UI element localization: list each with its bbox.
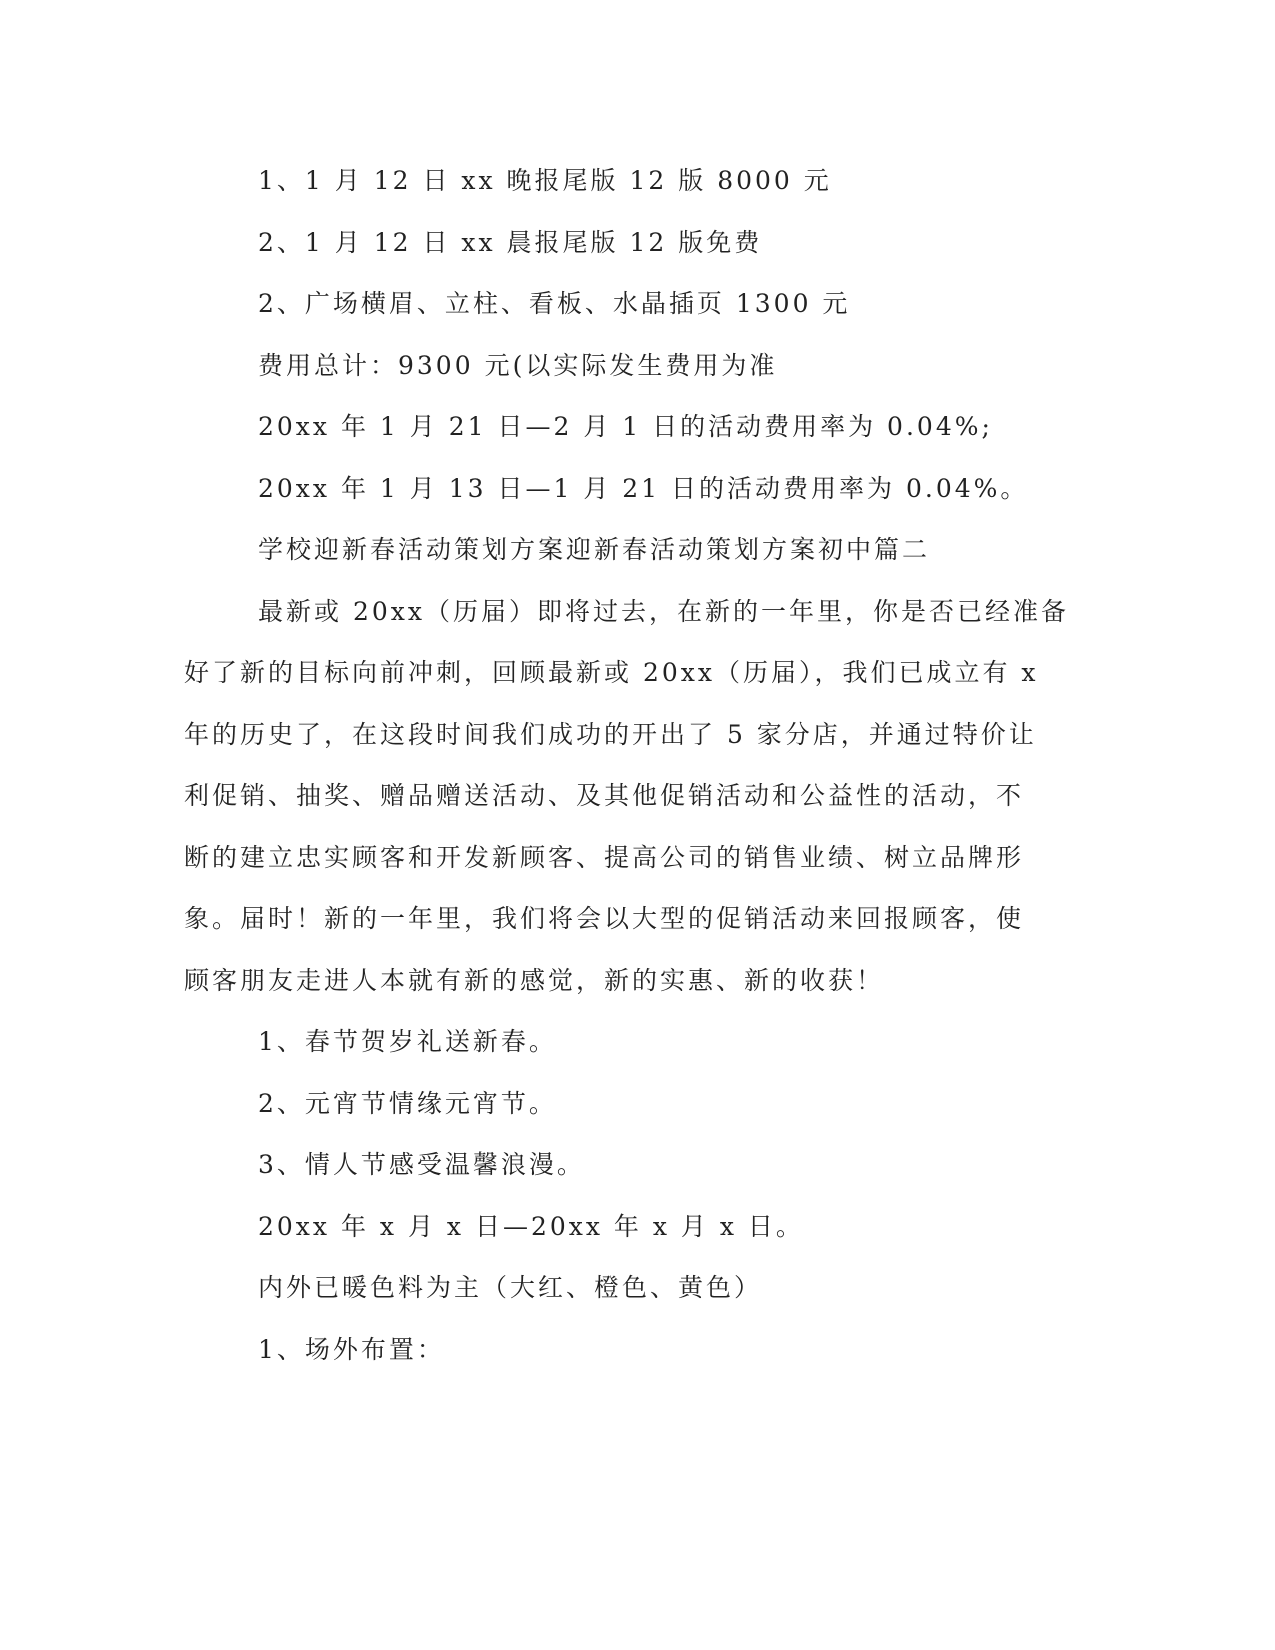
cost-rate-period-1: 20xx 年 1 月 21 日—2 月 1 日的活动费用率为 0.04%;: [258, 412, 993, 441]
paragraph-line: 年的历史了，在这段时间我们成功的开出了 5 家分店，并通过特价让: [184, 719, 1037, 749]
theme-item-valentines-day: 3、情人节感受温馨浪漫。: [258, 1150, 585, 1179]
paragraph-line: 顾客朋友走进人本就有新的感觉，新的实惠、新的收获！: [184, 965, 885, 995]
cost-item-morning-paper: 2、1 月 12 日 xx 晨报尾版 12 版免费: [258, 227, 763, 257]
cost-item-plaza-ads: 2、广场横眉、立柱、看板、水晶插页 1300 元: [258, 289, 851, 318]
theme-item-spring-festival: 1、春节贺岁礼送新春。: [258, 1027, 557, 1056]
paragraph-line: 断的建立忠实顾客和开发新顾客、提高公司的销售业绩、树立品牌形: [184, 842, 1025, 872]
paragraph-line: 利促销、抽奖、赠品赠送活动、及其他促销活动和公益性的活动，不: [184, 781, 1025, 810]
paragraph-line: 最新或 20xx（历届）即将过去，在新的一年里，你是否已经准备: [258, 596, 1069, 626]
cost-item-evening-paper: 1、1 月 12 日 xx 晚报尾版 12 版 8000 元: [258, 166, 832, 195]
theme-item-lantern-festival: 2、元宵节情缘元宵节。: [258, 1088, 557, 1118]
document-body: [184, 160, 1084, 1390]
outdoor-layout-heading: 1、场外布置：: [258, 1334, 445, 1364]
section-heading: 学校迎新春活动策划方案迎新春活动策划方案初中篇二: [258, 535, 931, 564]
paragraph-line: 好了新的目标向前冲刺，回顾最新或 20xx（历届），我们已成立有 x: [184, 658, 1039, 687]
activity-date-range: 20xx 年 x 月 x 日—20xx 年 x 月 x 日。: [258, 1211, 804, 1241]
cost-rate-period-2: 20xx 年 1 月 13 日—1 月 21 日的活动费用率为 0.04%。: [258, 473, 1029, 503]
cost-total: 费用总计：9300 元(以实际发生费用为准: [258, 350, 778, 380]
paragraph-line: 象。届时！新的一年里，我们将会以大型的促销活动来回报顾客，使: [184, 904, 1025, 933]
decoration-color-note: 内外已暖色料为主（大红、橙色、黄色）: [258, 1273, 763, 1302]
